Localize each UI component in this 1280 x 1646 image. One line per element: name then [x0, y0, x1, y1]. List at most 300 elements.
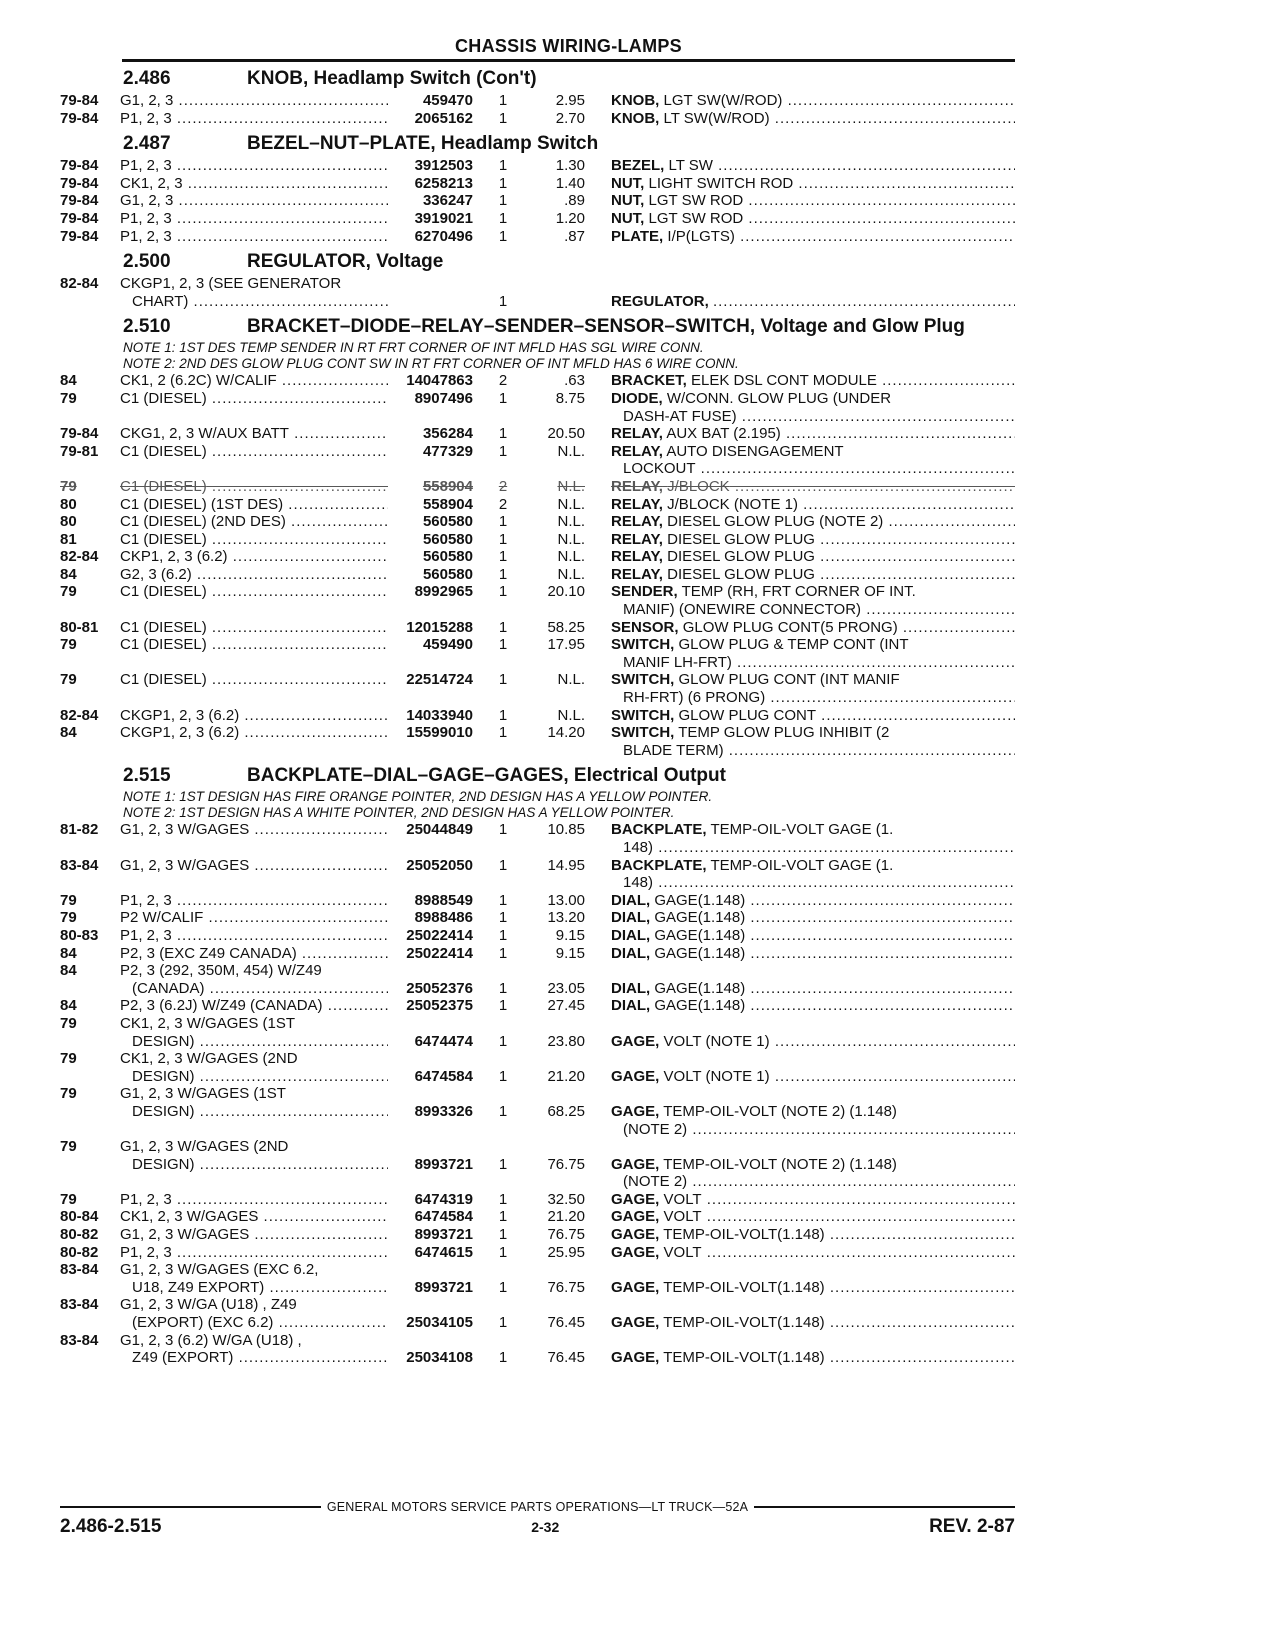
model-years: 83-84: [60, 1296, 99, 1314]
part-detail: VOLT: [663, 1190, 702, 1208]
part-name-line-1: [611, 1279, 1015, 1296]
model-years: 79-84: [60, 192, 99, 210]
part-detail: GAGE(1.148): [654, 926, 746, 944]
part-name-line-2: BLADE TERM) .....: [611, 742, 1015, 760]
part-noun: GAGE,: [611, 1226, 660, 1244]
application-desc: [120, 636, 388, 671]
part-detail: VOLT: [663, 1208, 702, 1226]
price: 13.00: [547, 891, 585, 909]
part-name: [585, 110, 1015, 128]
part-row: [60, 636, 1015, 671]
part-name: [585, 566, 1015, 584]
quantity: 1: [498, 1278, 508, 1296]
part-number: 459490: [422, 636, 473, 654]
price: .87: [564, 227, 585, 245]
part-row: [60, 945, 1015, 963]
application-line-1: P1, 2, 3 .....: [120, 927, 388, 944]
quantity: 1: [498, 157, 508, 175]
part-noun: SWITCH,: [611, 636, 675, 654]
footer-rule-right: [754, 1506, 1015, 1508]
part-noun: GAGE,: [611, 1190, 660, 1208]
part-name: [585, 531, 1015, 549]
quantity: 1: [498, 821, 508, 839]
part-detail: VOLT (NOTE 1): [663, 1067, 770, 1085]
part-noun: NUT,: [611, 192, 645, 210]
quantity: 2: [498, 495, 508, 513]
part-noun: BEZEL,: [611, 157, 665, 175]
part-name-line-1: [611, 443, 844, 460]
application-desc: [120, 1244, 388, 1262]
part-detail: GAGE(1.148): [654, 997, 746, 1015]
section-2-500: [60, 251, 1015, 310]
part-noun: RELAY,: [611, 425, 663, 443]
part-row: [60, 1332, 1015, 1367]
part-noun: SWITCH,: [611, 671, 675, 689]
part-noun: GAGE,: [611, 1102, 660, 1120]
part-name: [585, 92, 1015, 110]
section-note: NOTE 1: 1ST DES TEMP SENDER IN RT FRT CORNER OF INT MFLD HAS SGL WIRE CONN.: [123, 340, 704, 356]
application-line-1: G1, 2, 3 W/GA (U18) , Z49: [120, 1296, 297, 1314]
application-desc: [120, 997, 388, 1015]
part-name: [585, 636, 1015, 671]
application-desc: [120, 92, 388, 110]
section-heading: [123, 68, 1015, 89]
quantity: 1: [498, 926, 508, 944]
part-name-line-2: 148) .....: [611, 874, 1015, 892]
part-number: 8988549: [414, 891, 473, 909]
part-number: 6474584: [414, 1067, 473, 1085]
price: 20.10: [547, 583, 585, 601]
model-years: 79-84: [60, 109, 99, 127]
part-name: [585, 425, 1015, 443]
part-row: [60, 962, 1015, 997]
application-desc: [120, 443, 388, 478]
part-detail: LIGHT SWITCH ROD: [648, 174, 794, 192]
application-desc: [120, 1050, 388, 1085]
part-name-line-1: [611, 175, 1015, 192]
part-number: 15599010: [406, 724, 473, 742]
part-name-line-1: [611, 293, 1015, 310]
section-title: BEZEL–NUT–PLATE, Headlamp Switch: [247, 133, 599, 155]
part-number: 459470: [422, 92, 473, 109]
application-desc: [120, 619, 388, 637]
part-name-line-1: [611, 945, 1015, 962]
price: 13.20: [547, 909, 585, 927]
part-number: 25034108: [406, 1349, 473, 1367]
application-desc: [120, 210, 388, 228]
part-name-line-1: [611, 210, 1015, 227]
application-desc: [120, 583, 388, 618]
part-detail: I/P(LGTS): [667, 227, 735, 245]
part-detail: GLOW PLUG CONT: [678, 706, 817, 724]
quantity: 1: [498, 209, 508, 227]
section-title: BRACKET–DIODE–RELAY–SENDER–SENSOR–SWITCH, Voltage and Glow Plug: [247, 316, 965, 338]
part-detail: DIESEL GLOW PLUG (NOTE 2): [667, 513, 884, 531]
part-name-line-1: [611, 892, 1015, 909]
quantity: 1: [498, 227, 508, 245]
part-name: [585, 821, 1015, 856]
quantity: 1: [498, 548, 508, 566]
part-row: [60, 513, 1015, 531]
application-desc: [120, 531, 388, 549]
application-line-1: C1 (DIESEL) .....: [120, 443, 388, 460]
part-number: 3919021: [414, 209, 473, 227]
part-number: 3912503: [414, 157, 473, 175]
section-2-487: [60, 133, 1015, 245]
part-row: [60, 1226, 1015, 1244]
application-desc: [120, 175, 388, 193]
quantity: 1: [498, 530, 508, 548]
part-detail: GAGE(1.148): [654, 909, 746, 927]
price: 2.95: [555, 92, 585, 109]
part-noun: BRACKET,: [611, 372, 687, 390]
part-row: [60, 390, 1015, 425]
part-row: [60, 1015, 1015, 1050]
part-name: [585, 275, 1015, 310]
price: 23.80: [547, 1032, 585, 1050]
section-number: 2.515: [123, 765, 171, 787]
part-name-line-1: [611, 372, 1015, 389]
section-note: NOTE 1: 1ST DESIGN HAS FIRE ORANGE POINTER, 2ND DESIGN HAS A YELLOW POINTER.: [123, 789, 713, 805]
part-name-line-1: [611, 821, 893, 838]
price: N.L.: [557, 530, 585, 548]
part-name: [585, 157, 1015, 175]
price: 9.15: [555, 926, 585, 944]
part-name-line-2: MANIF LH-FRT) .....: [611, 654, 1015, 672]
application-desc: [120, 707, 388, 725]
part-row: [60, 548, 1015, 566]
footer-revision: REV. 2-87: [929, 1516, 1015, 1537]
part-row: [60, 1050, 1015, 1085]
part-number: 12015288: [406, 618, 473, 636]
quantity: 1: [498, 1208, 508, 1226]
price: 32.50: [547, 1190, 585, 1208]
page-footer: [60, 1500, 1015, 1538]
part-detail: AUTO DISENGAGEMENT: [666, 442, 844, 460]
part-noun: RELAY,: [611, 477, 663, 495]
part-name-line-1: [611, 496, 1015, 513]
part-noun: RELAY,: [611, 495, 663, 513]
section-heading: [123, 133, 1015, 154]
model-years: 79: [60, 1190, 77, 1208]
part-detail: GLOW PLUG CONT (INT MANIF: [678, 671, 900, 689]
part-number: 8992965: [414, 583, 473, 601]
quantity: 1: [498, 513, 508, 531]
part-name: [585, 707, 1015, 725]
part-noun: DIAL,: [611, 891, 651, 909]
part-noun: SWITCH,: [611, 724, 675, 742]
part-noun: DIAL,: [611, 997, 651, 1015]
part-row: [60, 110, 1015, 128]
price: N.L.: [557, 477, 585, 495]
part-detail: TEMP GLOW PLUG INHIBIT (2: [678, 724, 890, 742]
price: 25.95: [547, 1243, 585, 1261]
quantity: 1: [498, 174, 508, 192]
part-detail: W/CONN. GLOW PLUG (UNDER: [666, 389, 892, 407]
application-desc: [120, 724, 388, 759]
application-desc: [120, 857, 388, 892]
application-line-2: DESIGN) .....: [120, 1068, 388, 1086]
application-line-1: G1, 2, 3 W/GAGES .....: [120, 821, 388, 838]
part-name: [585, 583, 1015, 618]
part-number: 560580: [422, 565, 473, 583]
application-desc: [120, 372, 388, 390]
part-number: 6474615: [414, 1243, 473, 1261]
part-detail: ELEK DSL CONT MODULE: [691, 372, 877, 390]
application-desc: [120, 110, 388, 128]
model-years: 82-84: [60, 548, 99, 566]
part-noun: GAGE,: [611, 1314, 660, 1332]
section-title: BACKPLATE–DIAL–GAGE–GAGES, Electrical Output: [247, 765, 726, 787]
quantity: 1: [498, 92, 508, 109]
part-noun: GAGE,: [611, 1155, 660, 1173]
part-name: [585, 478, 1015, 496]
price: 10.85: [547, 821, 585, 839]
model-years: 82-84: [60, 275, 99, 293]
part-name: [585, 945, 1015, 963]
section-note: NOTE 2: 2ND DES GLOW PLUG CONT SW IN RT FRT CORNER OF INT MFLD HAS 6 WIRE CONN.: [123, 356, 739, 372]
application-line-1: P1, 2, 3 .....: [120, 110, 388, 127]
section-2-510: [60, 316, 1015, 759]
part-row: [60, 619, 1015, 637]
price: 76.75: [547, 1155, 585, 1173]
application-desc: [120, 192, 388, 210]
part-number: 8993721: [414, 1155, 473, 1173]
part-noun: RELAY,: [611, 442, 663, 460]
model-years: 79: [60, 671, 77, 689]
part-name-line-2: MANIF) (ONEWIRE CONNECTOR) .....: [611, 601, 1015, 619]
part-row: [60, 443, 1015, 478]
part-detail: VOLT (NOTE 1): [663, 1032, 770, 1050]
part-number: 22514724: [406, 671, 473, 689]
model-years: 84: [60, 724, 77, 742]
part-name-line-1: [611, 1349, 1015, 1366]
part-detail: LGT SW(W/ROD): [663, 92, 783, 109]
part-detail: TEMP-OIL-VOLT(1.148): [663, 1314, 825, 1332]
application-line-1: C1 (DIESEL) .....: [120, 390, 388, 407]
quantity: 1: [498, 1314, 508, 1332]
quantity: 1: [498, 891, 508, 909]
part-name-line-1: [611, 857, 893, 874]
application-line-1: P2, 3 (6.2J) W/Z49 (CANADA) .....: [120, 997, 388, 1014]
model-years: 79-84: [60, 227, 99, 245]
model-years: 83-84: [60, 1261, 99, 1279]
part-number: 560580: [422, 530, 473, 548]
part-number: 356284: [422, 425, 473, 443]
application-line-1: CKGP1, 2, 3 (SEE GENERATOR: [120, 275, 342, 293]
application-line-2: DESIGN) .....: [120, 1103, 388, 1121]
application-desc: [120, 496, 388, 514]
part-name-line-1: [611, 110, 1015, 127]
application-desc: [120, 478, 388, 496]
part-name-line-1: [611, 228, 1015, 245]
part-name: [585, 909, 1015, 927]
quantity: 1: [498, 583, 508, 601]
application-line-1: P1, 2, 3 .....: [120, 210, 388, 227]
part-detail: LGT SW ROD: [648, 192, 744, 210]
model-years: 79: [60, 1014, 77, 1032]
part-noun: GAGE,: [611, 1278, 660, 1296]
part-detail: GAGE(1.148): [654, 944, 746, 962]
application-line-1: G1, 2, 3 W/GAGES (2ND: [120, 1138, 289, 1156]
part-row: [60, 724, 1015, 759]
quantity: 1: [498, 1155, 508, 1173]
footer-page-number: 2-32: [531, 1519, 560, 1535]
application-line-1: C1 (DIESEL) .....: [120, 671, 388, 688]
price: .89: [564, 192, 585, 210]
part-name-line-1: [611, 619, 1015, 636]
part-row: [60, 671, 1015, 706]
quantity: 1: [498, 671, 508, 689]
application-line-1: CK1, 2, 3 W/GAGES (2ND: [120, 1050, 298, 1068]
part-noun: GAGE,: [611, 1349, 660, 1367]
part-name-line-1: [611, 671, 900, 688]
application-desc: [120, 821, 388, 856]
price: 23.05: [547, 979, 585, 997]
price: 20.50: [547, 425, 585, 443]
section-number: 2.486: [123, 68, 171, 89]
part-detail: GAGE(1.148): [654, 979, 746, 997]
price: 76.45: [547, 1349, 585, 1367]
price: 8.75: [555, 389, 585, 407]
part-name-line-1: [611, 1191, 1015, 1208]
part-row: [60, 997, 1015, 1015]
application-line-1: G1, 2, 3 .....: [120, 192, 388, 209]
model-years: 79: [60, 1085, 77, 1103]
part-name-line-2: RH-FRT) (6 PRONG) .....: [611, 689, 1015, 707]
part-number: 2065162: [414, 109, 473, 127]
application-desc: [120, 1138, 388, 1191]
part-noun: KNOB,: [611, 109, 660, 127]
quantity: 1: [498, 997, 508, 1015]
part-noun: RELAY,: [611, 548, 663, 566]
quantity: 1: [498, 109, 508, 127]
footer-section-range: 2.486-2.515: [60, 1516, 162, 1537]
application-desc: [120, 390, 388, 425]
application-line-1: C1 (DIESEL) .....: [120, 531, 388, 548]
application-desc: [120, 1085, 388, 1138]
part-row: [60, 927, 1015, 945]
model-years: 84: [60, 997, 77, 1015]
quantity: 1: [498, 442, 508, 460]
part-name-line-1: [611, 636, 909, 653]
part-noun: RELAY,: [611, 530, 663, 548]
section-heading: [123, 316, 1015, 337]
model-years: 83-84: [60, 856, 99, 874]
quantity: 1: [498, 724, 508, 742]
part-name: [585, 724, 1015, 759]
application-line-2: CHART) .....: [120, 293, 388, 311]
application-desc: [120, 1208, 388, 1226]
application-desc: [120, 548, 388, 566]
application-line-1: G1, 2, 3 W/GAGES .....: [120, 857, 388, 874]
application-line-1: CKGP1, 2, 3 (6.2) .....: [120, 724, 388, 741]
quantity: 2: [498, 477, 508, 495]
part-name: [585, 372, 1015, 390]
footer-bottom: [60, 1516, 1015, 1538]
part-row: [60, 1191, 1015, 1209]
quantity: 1: [498, 979, 508, 997]
part-number: 560580: [422, 548, 473, 566]
application-desc: [120, 671, 388, 706]
model-years: 79: [60, 636, 77, 654]
model-years: 81: [60, 530, 77, 548]
part-number: 6258213: [414, 174, 473, 192]
application-line-1: C1 (DIESEL) (1ST DES) .....: [120, 496, 388, 513]
part-number: 25044849: [406, 821, 473, 839]
application-line-1: CK1, 2 (6.2C) W/CALIF .....: [120, 372, 388, 389]
application-line-2: (CANADA) .....: [120, 980, 388, 998]
part-number: 14033940: [406, 706, 473, 724]
quantity: 1: [498, 856, 508, 874]
part-noun: BACKPLATE,: [611, 856, 707, 874]
price: N.L.: [557, 442, 585, 460]
part-name: [585, 1050, 1015, 1085]
part-name-line-1: [611, 1226, 1015, 1243]
part-name: [585, 443, 1015, 478]
model-years: 79: [60, 477, 77, 495]
price: 76.75: [547, 1278, 585, 1296]
application-line-2: U18, Z49 EXPORT) .....: [120, 1279, 388, 1297]
price: N.L.: [557, 495, 585, 513]
part-number: 8993721: [414, 1226, 473, 1244]
part-name-line-2: DASH-AT FUSE) .....: [611, 408, 1015, 426]
model-years: 80-82: [60, 1226, 99, 1244]
section-note: NOTE 2: 1ST DESIGN HAS A WHITE POINTER, 2ND DESIGN HAS A YELLOW POINTER.: [123, 805, 675, 821]
part-name: [585, 175, 1015, 193]
part-number: 558904: [422, 477, 473, 495]
part-row: [60, 1085, 1015, 1138]
part-noun: DIAL,: [611, 944, 651, 962]
part-name-line-2: LOCKOUT .....: [611, 460, 1015, 478]
part-name-line-1: [611, 513, 1015, 530]
application-line-1: P2, 3 (EXC Z49 CANADA) .....: [120, 945, 388, 962]
part-name-line-1: [611, 566, 1015, 583]
part-name-line-1: [611, 1244, 1015, 1261]
model-years: 79: [60, 1138, 77, 1156]
part-number: 25034105: [406, 1314, 473, 1332]
part-row: [60, 228, 1015, 246]
part-noun: PLATE,: [611, 227, 664, 245]
part-name: [585, 962, 1015, 997]
model-years: 84: [60, 565, 77, 583]
part-row: [60, 1296, 1015, 1331]
model-years: 79: [60, 1050, 77, 1068]
model-years: 79: [60, 389, 77, 407]
price: 1.40: [555, 174, 585, 192]
part-name: [585, 1191, 1015, 1209]
part-detail: TEMP-OIL-VOLT(1.148): [663, 1226, 825, 1244]
part-noun: DIAL,: [611, 909, 651, 927]
quantity: 1: [498, 389, 508, 407]
part-detail: TEMP-OIL-VOLT (NOTE 2) (1.148): [663, 1102, 897, 1120]
part-name: [585, 1138, 1015, 1191]
part-number: 558904: [422, 495, 473, 513]
part-row: [60, 821, 1015, 856]
catalog-page: [60, 36, 1015, 1367]
quantity: 1: [498, 425, 508, 443]
part-row: [60, 1244, 1015, 1262]
price: 21.20: [547, 1067, 585, 1085]
section-number: 2.510: [123, 316, 171, 338]
quantity: 1: [498, 706, 508, 724]
model-years: 79: [60, 583, 77, 601]
application-line-1: G1, 2, 3 .....: [120, 92, 388, 109]
application-desc: [120, 892, 388, 910]
application-line-2: Z49 (EXPORT) .....: [120, 1349, 388, 1367]
part-name-line-1: [611, 1208, 1015, 1225]
model-years: 80: [60, 495, 77, 513]
